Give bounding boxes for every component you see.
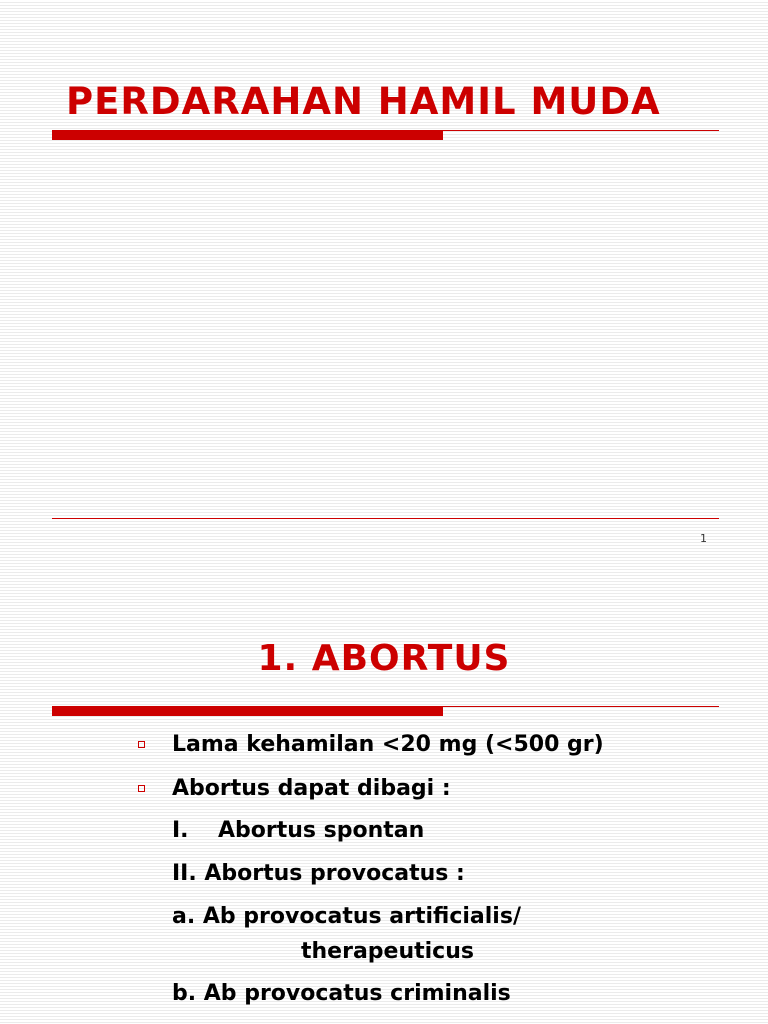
- roman-numeral: I.: [172, 818, 189, 843]
- sub-item-text: Abortus spontan: [218, 818, 425, 843]
- sub-item-text: II. Abortus provocatus :: [172, 861, 465, 886]
- sub-item-text: therapeuticus: [301, 939, 474, 964]
- footer-divider: [52, 518, 719, 519]
- title-divider-thick: [52, 131, 443, 140]
- page-number: 1: [700, 532, 707, 545]
- slide-title: PERDARAHAN HAMIL MUDA: [66, 80, 661, 123]
- bullet-text: Lama kehamilan <20 mg (<500 gr): [172, 732, 604, 757]
- slide-2: [0, 590, 768, 1024]
- square-bullet-icon: [138, 785, 145, 792]
- sub-item-text: a. Ab provocatus artificialis/: [172, 904, 521, 929]
- sub-item-text: b. Ab provocatus criminalis: [172, 981, 511, 1006]
- square-bullet-icon: [138, 741, 145, 748]
- bullet-text: Abortus dapat dibagi :: [172, 776, 451, 801]
- slide-title: 1. ABORTUS: [257, 638, 511, 679]
- title-divider-thick: [52, 707, 443, 716]
